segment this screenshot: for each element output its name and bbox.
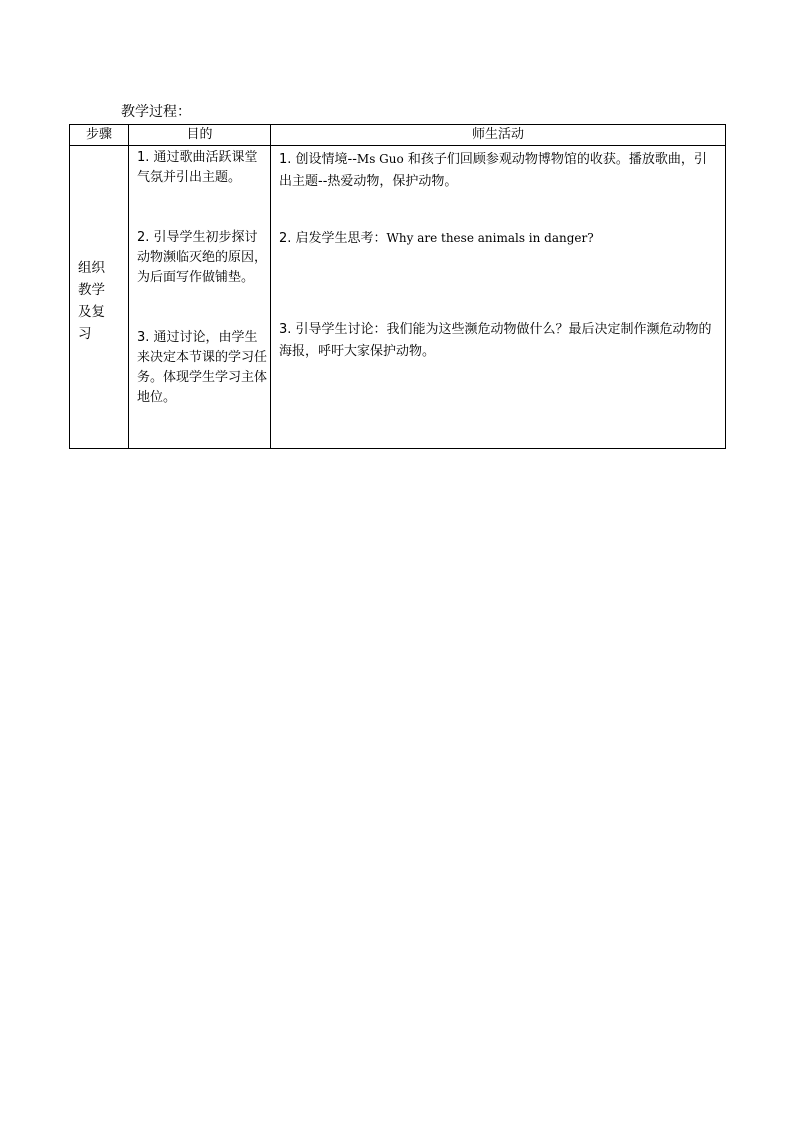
purpose-cell xyxy=(129,146,271,449)
step-label: 组织教学及复习 xyxy=(78,260,105,342)
activity-item-3: 3. 引导学生讨论：我们能为这些濒危动物做什么？最后决定制作濒危动物的海报，呼吁大家保护动物。 xyxy=(279,322,712,359)
purpose-item-1: 1. 通过歌曲活跃课堂气氛并引出主题。 xyxy=(137,150,258,185)
header-step: 步骤 xyxy=(70,125,129,146)
teacher-name: Ms Guo xyxy=(356,152,404,166)
activity-item-2 xyxy=(279,227,719,250)
header-purpose: 目的 xyxy=(129,125,271,146)
step-cell xyxy=(70,146,129,449)
table-header-row xyxy=(70,125,726,146)
activity-2-intro: 2. 启发学生思考： xyxy=(279,231,387,246)
lesson-process-table xyxy=(69,124,726,449)
table-row xyxy=(70,146,726,449)
activity-1-rest: 和孩子们回顾参观动物博物馆的收获。播放歌曲，引出主题--热爱动物，保护动物。 xyxy=(279,152,707,189)
section-title: 教学过程： xyxy=(121,104,191,120)
activity-cell xyxy=(271,146,726,449)
activity-item-1 xyxy=(279,148,719,193)
purpose-item-3: 3. 通过讨论，由学生来决定本节课的学习任务。体现学生学习主体地位。 xyxy=(137,330,268,405)
purpose-item-2: 2. 引导学生初步探讨动物濒临灭绝的原因，为后面写作做铺垫。 xyxy=(137,230,268,285)
header-activity: 师生活动 xyxy=(271,125,726,146)
activity-1-intro: 1. 创设情境-- xyxy=(279,152,357,167)
discussion-question: Why are these animals in danger? xyxy=(386,231,594,245)
